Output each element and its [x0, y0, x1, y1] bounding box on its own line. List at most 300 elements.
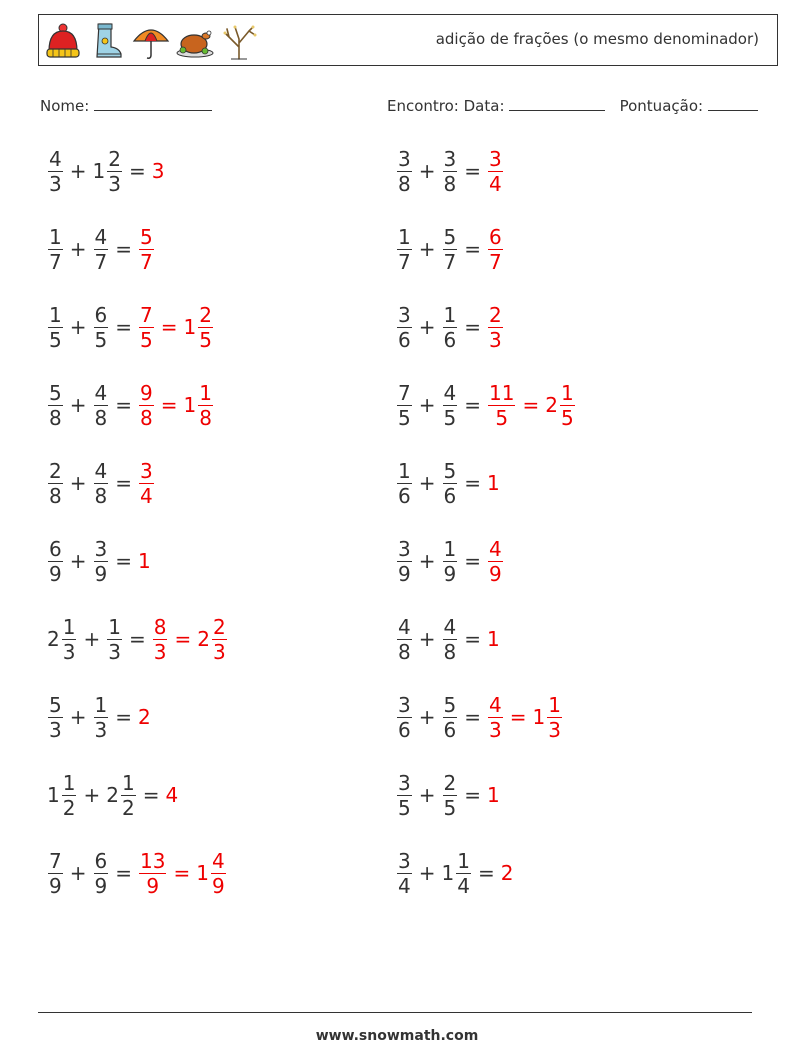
- fraction-problem: [47, 375, 214, 435]
- whole-part: 3: [151, 159, 165, 183]
- fraction: [443, 459, 458, 508]
- fraction-problem: [47, 765, 179, 825]
- numerator: 4: [489, 692, 502, 717]
- whole-part: 1: [441, 861, 455, 885]
- encounter-score-field: [387, 95, 758, 115]
- denominator: 6: [443, 327, 457, 352]
- fraction: [94, 849, 109, 898]
- plus-sign: +: [83, 783, 101, 807]
- plus-sign: +: [69, 861, 87, 885]
- fraction: [139, 381, 154, 430]
- equals-sign: =: [115, 549, 132, 573]
- answer: [138, 225, 155, 274]
- answer: [152, 159, 166, 183]
- denominator: 3: [212, 639, 226, 664]
- fraction: [94, 225, 109, 274]
- numerator: 4: [211, 848, 225, 873]
- fraction: [443, 771, 458, 820]
- mixed-number: [545, 381, 575, 430]
- plus-sign: +: [418, 783, 436, 807]
- answer: [165, 783, 179, 807]
- numerator: 3: [398, 770, 411, 795]
- fraction: [48, 459, 63, 508]
- denominator: 5: [398, 795, 411, 820]
- answer: [487, 303, 504, 352]
- mixed-number: [93, 849, 110, 898]
- fraction: [94, 381, 109, 430]
- denominator: 3: [489, 327, 502, 352]
- worksheet-title: adição de frações (o mesmo denominador): [435, 30, 759, 48]
- whole-part: 2: [106, 783, 119, 807]
- fraction-problem: [47, 609, 228, 669]
- mixed-number: [487, 303, 504, 352]
- fraction-problem: [47, 453, 155, 513]
- mixed-number: [138, 381, 155, 430]
- mixed-number: [487, 693, 504, 742]
- mixed-number: [138, 849, 167, 898]
- mixed-number: [501, 861, 515, 885]
- fraction-problem: [396, 531, 504, 591]
- whole-part: 2: [138, 705, 151, 729]
- mixed-number: [487, 147, 504, 196]
- denominator: 5: [495, 405, 509, 430]
- answer: [138, 303, 214, 352]
- plus-sign: +: [418, 627, 436, 651]
- mixed-number: [442, 615, 459, 664]
- fraction: [443, 303, 458, 352]
- numerator: 4: [94, 224, 108, 249]
- mixed-number: [396, 303, 413, 352]
- numerator: 7: [398, 380, 411, 405]
- denominator: 6: [443, 483, 457, 508]
- answer: [487, 627, 501, 651]
- mixed-number: [487, 783, 501, 807]
- mixed-number: [197, 615, 227, 664]
- mixed-number: [47, 849, 64, 898]
- fraction: [94, 537, 109, 586]
- denominator: 5: [199, 327, 212, 352]
- numerator: 5: [443, 224, 457, 249]
- numerator: 3: [398, 302, 411, 327]
- plus-sign: +: [418, 861, 436, 885]
- fraction: [48, 693, 63, 742]
- numerator: 3: [398, 536, 411, 561]
- fraction-problem: [396, 375, 576, 435]
- denominator: 8: [443, 639, 457, 664]
- score-blank[interactable]: [708, 95, 758, 111]
- fraction: [397, 849, 412, 898]
- bare-tree-icon: [219, 21, 259, 61]
- mixed-number: [533, 693, 563, 742]
- mixed-number: [196, 849, 226, 898]
- encounter-date-label: Encontro: Data:: [387, 97, 505, 115]
- denominator: 4: [140, 483, 153, 508]
- numerator: 1: [199, 380, 212, 405]
- numerator: 2: [489, 302, 502, 327]
- denominator: 6: [398, 717, 411, 742]
- footer-divider: [38, 1012, 752, 1013]
- equals-sign: =: [128, 159, 146, 183]
- rain-boot-icon: [87, 21, 127, 61]
- numerator: 1: [398, 224, 411, 249]
- mixed-number: [47, 693, 64, 742]
- denominator: 3: [94, 717, 108, 742]
- numerator: 1: [457, 848, 470, 873]
- numerator: 2: [212, 614, 226, 639]
- mixed-number: [47, 459, 64, 508]
- equals-sign: =: [160, 315, 178, 339]
- fraction: [211, 849, 226, 898]
- equals-sign: =: [142, 783, 160, 807]
- fraction: [397, 771, 412, 820]
- fraction: [397, 615, 412, 664]
- denominator: 6: [443, 717, 457, 742]
- fraction: [139, 849, 166, 898]
- mixed-number: [165, 783, 179, 807]
- numerator: 1: [108, 614, 121, 639]
- fraction-problem: [47, 141, 165, 201]
- fraction: [62, 771, 77, 820]
- numerator: 6: [94, 302, 108, 327]
- header-icons: [43, 21, 259, 61]
- mixed-number: [442, 537, 459, 586]
- equals-sign: =: [115, 393, 132, 417]
- answer: [487, 381, 576, 430]
- numerator: 3: [398, 146, 411, 171]
- plus-sign: +: [69, 549, 87, 573]
- fraction: [443, 537, 458, 586]
- fraction-problem: [396, 219, 504, 279]
- answer: [487, 693, 563, 742]
- fraction: [121, 771, 136, 820]
- answer: [501, 861, 515, 885]
- mixed-number: [93, 459, 110, 508]
- mixed-number: [93, 147, 123, 196]
- equals-sign: =: [174, 627, 192, 651]
- fraction: [48, 537, 63, 586]
- denominator: 9: [211, 873, 225, 898]
- denominator: 3: [49, 171, 62, 196]
- name-field: [40, 95, 212, 115]
- whole-part: 1: [487, 627, 500, 651]
- fraction: [62, 615, 77, 664]
- mixed-number: [47, 771, 77, 820]
- mixed-number: [396, 771, 413, 820]
- mixed-number: [487, 627, 501, 651]
- whole-part: 2: [197, 627, 210, 651]
- numerator: 7: [49, 848, 62, 873]
- mixed-number: [138, 303, 155, 352]
- whole-part: 2: [500, 861, 514, 885]
- mixed-number: [442, 381, 459, 430]
- whole-part: 1: [487, 471, 500, 495]
- fraction-problem: [396, 609, 501, 669]
- plus-sign: +: [69, 315, 87, 339]
- equals-sign: =: [509, 705, 527, 729]
- mixed-number: [184, 381, 214, 430]
- mixed-number: [396, 381, 413, 430]
- roast-turkey-icon: [175, 21, 215, 61]
- fraction: [488, 303, 503, 352]
- mixed-number: [93, 225, 110, 274]
- numerator: 5: [443, 692, 457, 717]
- numerator: 1: [548, 692, 561, 717]
- whole-part: 1: [532, 705, 546, 729]
- equals-sign: =: [464, 159, 481, 183]
- equals-sign: =: [115, 315, 132, 339]
- denominator: 9: [489, 561, 502, 586]
- numerator: 4: [443, 614, 457, 639]
- answer: [487, 471, 501, 495]
- mixed-number: [184, 303, 214, 352]
- denominator: 9: [49, 561, 62, 586]
- answer: [138, 849, 227, 898]
- fraction: [443, 147, 458, 196]
- answer: [487, 537, 504, 586]
- fraction: [48, 303, 63, 352]
- mixed-number: [442, 147, 459, 196]
- denominator: 5: [560, 405, 574, 430]
- denominator: 4: [489, 171, 502, 196]
- mixed-number: [93, 303, 110, 352]
- fraction: [397, 147, 412, 196]
- denominator: 6: [398, 483, 411, 508]
- equals-sign: =: [160, 393, 178, 417]
- mixed-number: [487, 471, 501, 495]
- equals-sign: =: [522, 393, 540, 417]
- name-blank[interactable]: [94, 95, 212, 111]
- denominator: 9: [398, 561, 411, 586]
- score-label: Pontuação:: [619, 97, 704, 115]
- fraction: [488, 147, 503, 196]
- plus-sign: +: [418, 705, 436, 729]
- mixed-number: [487, 225, 504, 274]
- fraction: [443, 225, 458, 274]
- mixed-number: [47, 615, 77, 664]
- denominator: 8: [398, 639, 411, 664]
- whole-part: 1: [92, 159, 106, 183]
- numerator: 6: [489, 224, 502, 249]
- mixed-number: [106, 771, 136, 820]
- fraction-problem: [396, 453, 501, 513]
- mixed-number: [152, 159, 166, 183]
- denominator: 8: [49, 483, 62, 508]
- numerator: 9: [140, 380, 153, 405]
- fraction-problem: [47, 219, 155, 279]
- fraction: [94, 693, 109, 742]
- fraction: [198, 381, 213, 430]
- denominator: 8: [140, 405, 153, 430]
- equals-sign: =: [464, 237, 481, 261]
- numerator: 1: [62, 614, 76, 639]
- fraction: [139, 225, 154, 274]
- denominator: 2: [62, 795, 76, 820]
- fraction: [212, 615, 227, 664]
- denominator: 8: [94, 483, 108, 508]
- mixed-number: [47, 147, 64, 196]
- numerator: 2: [443, 770, 457, 795]
- fraction-problem: [47, 687, 152, 747]
- fraction: [488, 225, 503, 274]
- mixed-number: [47, 537, 64, 586]
- plus-sign: +: [69, 471, 87, 495]
- denominator: 9: [94, 873, 108, 898]
- numerator: 3: [398, 692, 411, 717]
- equals-sign: =: [115, 471, 132, 495]
- equals-sign: =: [115, 705, 132, 729]
- equals-sign: =: [115, 861, 132, 885]
- denominator: 3: [62, 639, 76, 664]
- equals-sign: =: [477, 861, 495, 885]
- denominator: 9: [146, 873, 160, 898]
- plus-sign: +: [418, 315, 436, 339]
- fraction: [488, 381, 515, 430]
- numerator: 5: [49, 692, 62, 717]
- fraction: [397, 381, 412, 430]
- mixed-number: [442, 225, 459, 274]
- mixed-number: [138, 459, 155, 508]
- denominator: 5: [398, 405, 411, 430]
- equals-sign: =: [464, 471, 481, 495]
- equals-sign: =: [128, 627, 146, 651]
- numerator: 4: [443, 380, 457, 405]
- mixed-number: [396, 147, 413, 196]
- mixed-number: [487, 381, 516, 430]
- whole-part: 1: [138, 549, 151, 573]
- fraction-problem: [47, 531, 152, 591]
- numerator: 2: [49, 458, 62, 483]
- equals-sign: =: [115, 237, 132, 261]
- plus-sign: +: [418, 237, 436, 261]
- umbrella-icon: [131, 21, 171, 61]
- denominator: 4: [398, 873, 411, 898]
- plus-sign: +: [69, 159, 87, 183]
- denominator: 5: [49, 327, 62, 352]
- fraction-problem: [47, 297, 214, 357]
- fraction: [560, 381, 575, 430]
- mixed-number: [396, 537, 413, 586]
- equals-sign: =: [464, 549, 481, 573]
- fraction: [48, 147, 63, 196]
- fraction-problem: [396, 687, 563, 747]
- fraction: [397, 693, 412, 742]
- numerator: 6: [94, 848, 108, 873]
- denominator: 4: [457, 873, 470, 898]
- plus-sign: +: [69, 393, 87, 417]
- fraction: [107, 615, 122, 664]
- fraction-problem: [47, 843, 227, 903]
- numerator: 1: [49, 302, 62, 327]
- fraction: [94, 303, 109, 352]
- mixed-number: [442, 459, 459, 508]
- date-blank[interactable]: [509, 95, 605, 111]
- denominator: 8: [398, 171, 411, 196]
- denominator: 2: [121, 795, 135, 820]
- numerator: 1: [121, 770, 135, 795]
- answer: [138, 705, 152, 729]
- fraction: [139, 303, 154, 352]
- numerator: 4: [94, 380, 108, 405]
- whole-part: 2: [545, 393, 558, 417]
- answer: [138, 459, 155, 508]
- equals-sign: =: [464, 627, 481, 651]
- fraction: [48, 381, 63, 430]
- mixed-number: [152, 615, 169, 664]
- equals-sign: =: [464, 705, 481, 729]
- fraction: [456, 849, 471, 898]
- denominator: 6: [398, 327, 411, 352]
- fraction-problem: [396, 843, 514, 903]
- answer: [152, 615, 228, 664]
- mixed-number: [442, 303, 459, 352]
- numerator: 1: [560, 380, 574, 405]
- fraction-problem: [396, 765, 501, 825]
- plus-sign: +: [418, 549, 436, 573]
- denominator: 3: [153, 639, 167, 664]
- denominator: 5: [140, 327, 153, 352]
- equals-sign: =: [464, 783, 481, 807]
- denominator: 7: [489, 249, 502, 274]
- numerator: 1: [398, 458, 411, 483]
- denominator: 9: [443, 561, 457, 586]
- winter-hat-icon: [43, 21, 83, 61]
- fraction: [397, 303, 412, 352]
- fraction: [397, 225, 412, 274]
- numerator: 5: [49, 380, 62, 405]
- answer: [487, 147, 504, 196]
- denominator: 5: [443, 795, 457, 820]
- mixed-number: [93, 381, 110, 430]
- fraction-problem: [396, 297, 504, 357]
- mixed-number: [47, 225, 64, 274]
- equals-sign: =: [464, 393, 481, 417]
- name-label: Nome:: [40, 97, 90, 115]
- numerator: 1: [94, 692, 108, 717]
- denominator: 9: [94, 561, 108, 586]
- numerator: 6: [49, 536, 62, 561]
- denominator: 8: [199, 405, 212, 430]
- mixed-number: [138, 705, 152, 729]
- mixed-number: [138, 549, 152, 573]
- denominator: 9: [49, 873, 62, 898]
- numerator: 2: [108, 146, 121, 171]
- fraction: [547, 693, 562, 742]
- mixed-number: [442, 771, 459, 820]
- denominator: 7: [398, 249, 411, 274]
- fraction: [397, 459, 412, 508]
- numerator: 8: [153, 614, 167, 639]
- numerator: 1: [49, 224, 62, 249]
- fraction: [48, 225, 63, 274]
- denominator: 7: [49, 249, 62, 274]
- denominator: 5: [94, 327, 108, 352]
- numerator: 4: [94, 458, 108, 483]
- mixed-number: [396, 615, 413, 664]
- denominator: 3: [108, 639, 121, 664]
- denominator: 7: [140, 249, 153, 274]
- whole-part: 1: [183, 393, 197, 417]
- denominator: 3: [108, 171, 121, 196]
- plus-sign: +: [418, 159, 436, 183]
- fraction: [94, 459, 109, 508]
- worksheet-header: [38, 14, 778, 66]
- whole-part: 1: [47, 783, 60, 807]
- numerator: 2: [199, 302, 212, 327]
- denominator: 3: [548, 717, 561, 742]
- whole-part: 4: [165, 783, 179, 807]
- answer: [138, 381, 214, 430]
- whole-part: 1: [183, 315, 197, 339]
